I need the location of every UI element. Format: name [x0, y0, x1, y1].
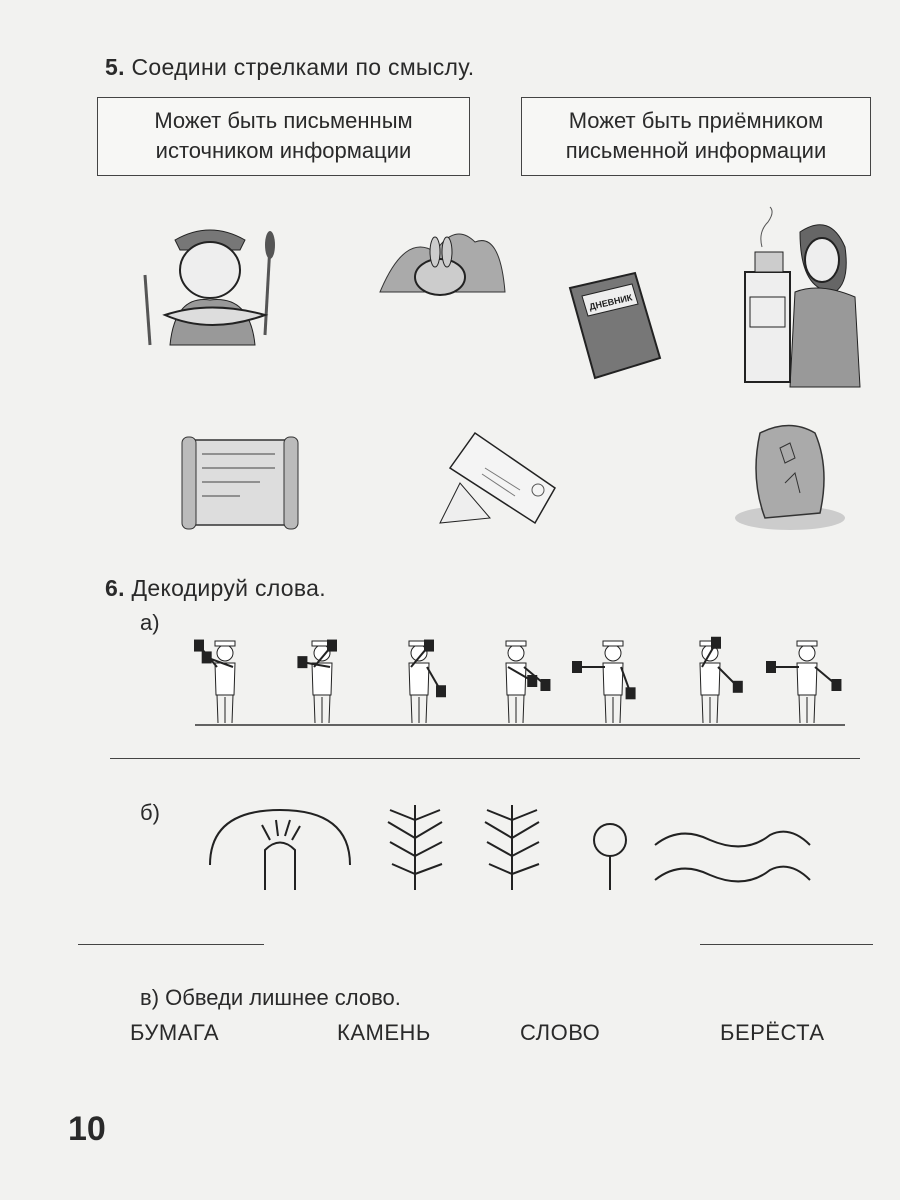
answer-line-b1[interactable] [78, 944, 264, 945]
box-text: Может быть письменным [154, 108, 413, 133]
semaphore-flag [831, 679, 841, 691]
sailor-figure [700, 637, 743, 723]
semaphore-flag [297, 656, 307, 668]
semaphore-flag [540, 679, 550, 691]
box-text: Может быть приёмником [568, 108, 824, 133]
part-b-label: б) [140, 800, 160, 825]
stone-picture [730, 418, 850, 533]
semaphore-flag [626, 687, 636, 699]
part-c-label: в) [140, 985, 160, 1010]
written-source-box [97, 97, 470, 176]
semaphore-flag [327, 640, 337, 652]
page-number: 10 [68, 1110, 106, 1148]
task-5-heading [105, 54, 474, 81]
semaphore-flag [194, 640, 204, 652]
task-instruction: Соедини стрелками по смыслу. [131, 54, 475, 80]
word-option[interactable]: БЕРЁСТА [720, 1020, 825, 1045]
answer-line-b2[interactable] [700, 944, 873, 945]
box-text: письменной информации [565, 138, 827, 163]
task-number: 5. [105, 54, 125, 80]
tree-symbol [485, 805, 539, 890]
sailor-figure [409, 640, 446, 723]
tree-symbol [388, 805, 442, 890]
semaphore-flag [572, 661, 582, 673]
written-receiver-box [521, 97, 871, 176]
sailor-figure [766, 641, 841, 723]
answer-line-a[interactable] [110, 758, 860, 759]
semaphore-flag [424, 640, 434, 652]
task-6-heading [105, 575, 326, 602]
task-instruction: Декодируй слова. [131, 575, 326, 601]
semaphore-flag [766, 661, 776, 673]
sailor-figure [506, 641, 550, 723]
rabbit-picture [375, 212, 510, 302]
wave-symbol [655, 832, 810, 847]
task-number: 6. [105, 575, 125, 601]
pictographic-symbols [200, 800, 820, 895]
sailor-figure [297, 640, 337, 723]
envelope-picture [440, 428, 565, 523]
semaphore-flag [202, 651, 212, 663]
semaphore-flag [436, 685, 446, 697]
diary-picture [560, 268, 665, 383]
word-option[interactable]: КАМЕНЬ [337, 1020, 431, 1045]
sailor-figure [194, 640, 235, 723]
diary-label: ДНЕВНИК [588, 292, 634, 312]
semaphore-flag [711, 637, 721, 649]
sailor-figure [572, 641, 636, 723]
semaphore-flag [733, 681, 743, 693]
part-c-heading [140, 985, 401, 1011]
word-option[interactable]: БУМАГА [130, 1020, 220, 1045]
cook-picture [740, 212, 865, 392]
wave-symbol [655, 867, 810, 882]
part-a-label: а) [140, 610, 160, 635]
word-option[interactable]: СЛОВО [520, 1020, 601, 1045]
sun-on-pole-symbol [594, 824, 626, 890]
semaphore-sailors [195, 615, 845, 730]
box-text: источником информации [155, 138, 412, 163]
fisherman-picture [135, 215, 285, 355]
scroll-picture [180, 432, 305, 532]
arch-symbol [210, 810, 350, 865]
part-c-instruction: Обведи лишнее слово. [165, 985, 401, 1010]
